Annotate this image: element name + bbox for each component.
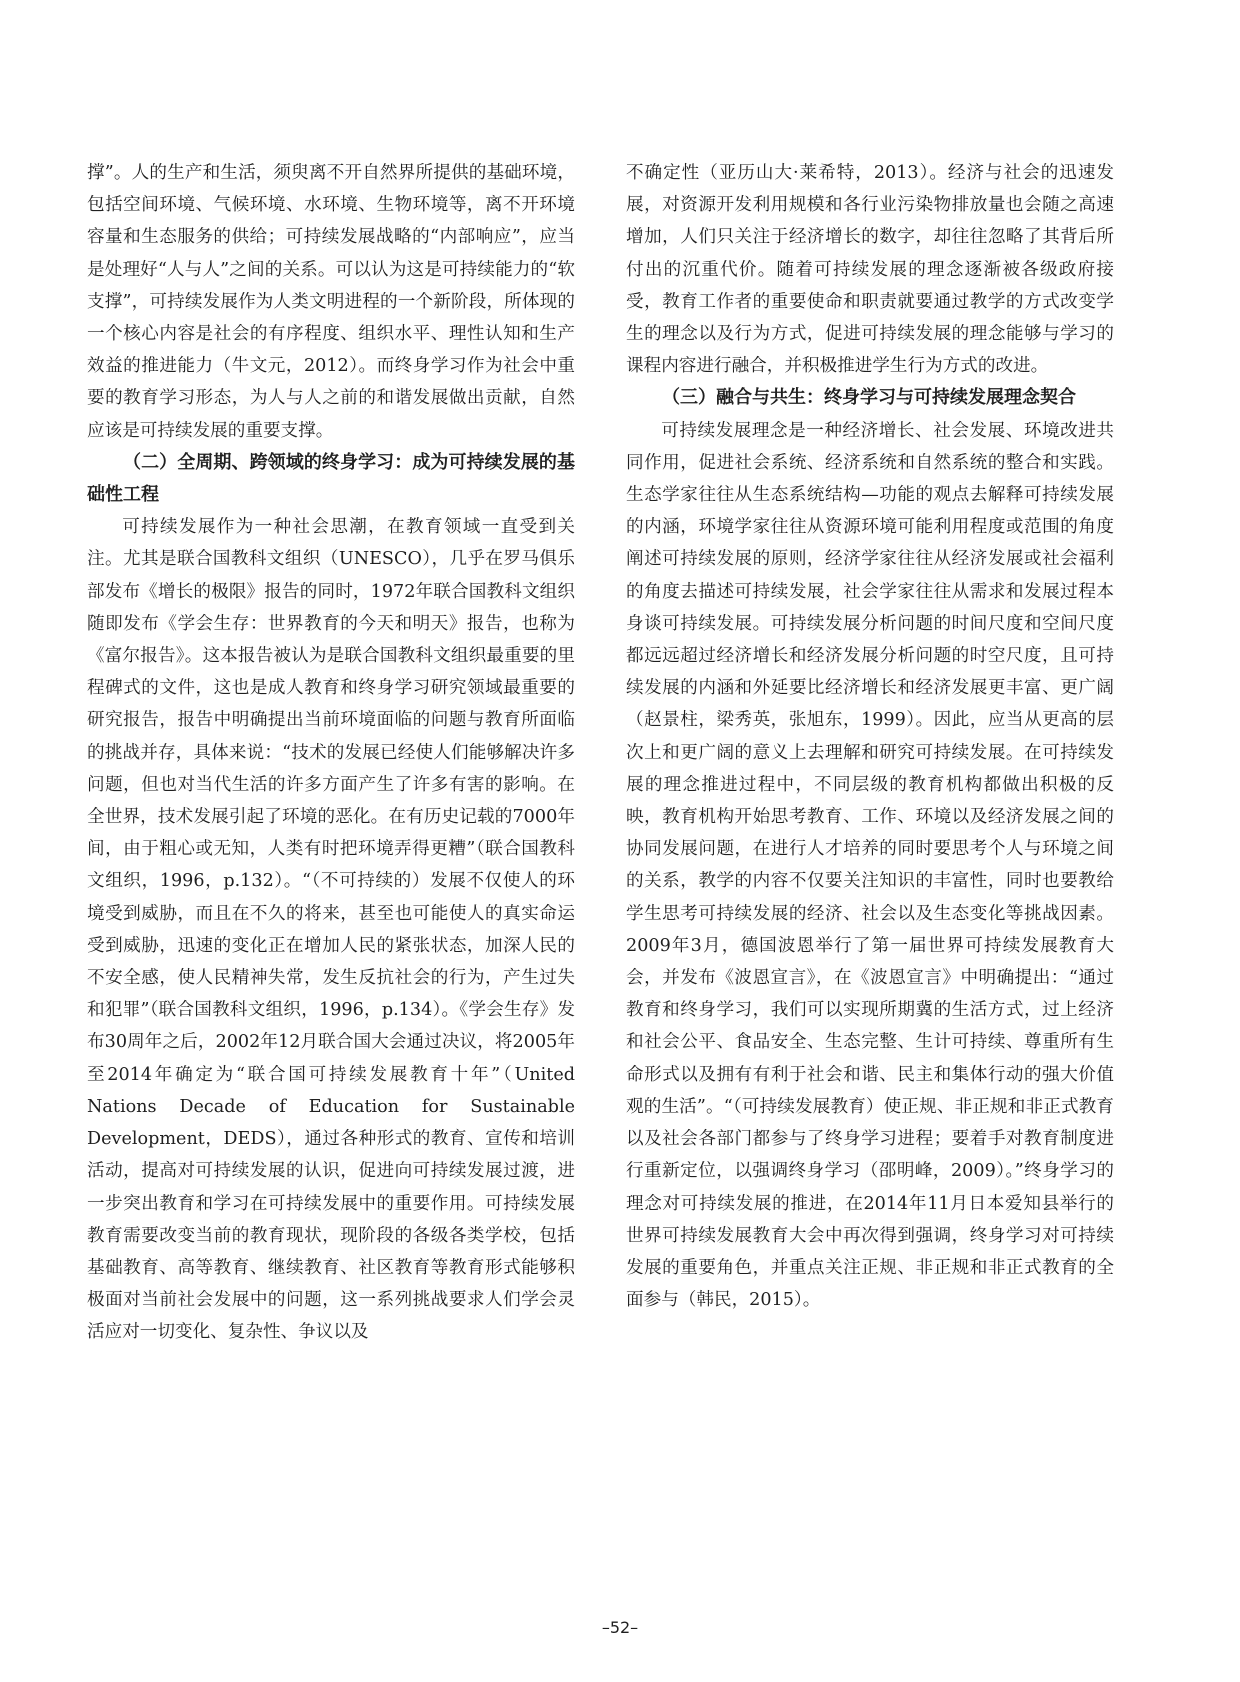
body-paragraph: 撑”。人的生产和生活，须臾离不开自然界所提供的基础环境，包括空间环境、气候环境、水环境、生物环境等，离不开环境容量和生态服务的供给；可持续发展战略的“内部响应”，应当是处理好“人与人”之间的关系。可以认为这是可持续能力的“软支撑”，可持续发展作为人类文明进程的一个新阶段，所体现的一个核心内容是社会的有序程度、组织水平、理性认知和生产效益的推进能力（牛文元，2012）。而终身学习作为社会中重要的教育学习形态，为人与人之前的和谐发展做出贡献，自然应该是可持续发展的重要支撑。 bbox=[87, 163, 575, 441]
section-heading-2: （二）全周期、跨领域的终身学习：成为可持续发展的基础性工程 bbox=[87, 451, 575, 506]
right-column bbox=[626, 157, 1114, 1316]
section-heading-3: （三）融合与共生：终身学习与可持续发展理念契合 bbox=[662, 387, 1076, 409]
left-column bbox=[87, 157, 575, 1349]
body-paragraph: 可持续发展作为一种社会思潮，在教育领域一直受到关注。尤其是联合国教科文组织（UNESCO），几乎在罗马俱乐部发布《增长的极限》报告的同时，1972年联合国教科文组织随即发布《学会生存：世界教育的今天和明天》报告，也称为《富尔报告》。这本报告被认为是联合国教科文组织最重要的里程碑式的文件，这也是成人教育和终身学习研究领域最重要的研究报告，报告中明确提出当前环境面临的问题与教育所面临的挑战并存，具体来说：“技术的发展已经使人们能够解决许多问题，但也对当代生活的许多方面产生了许多有害的影响。在全世界，技术发展引起了环境的恶化。在有历史记载的7000年间，由于粗心或无知，人类有时把环境弄得更糟”（联合国教科文组织，1996，p.132）。“（不可持续的）发展不仅使人的环境受到威胁，而且在不久的将来，甚至也可能使人的真实命运受到威胁，迅速的变化正在增加人民的紧张状态，加深人民的不安全感，使人民精神失常，发生反抗社会的行为，产生过失和犯罪”（联合国教科文组织，1996，p.134）。《学会生存》发布30周年之后，2002年12月联合国大会通过决议，将2005年至2014年确定为“联合国可持续发展教育十年”（United Nations Decade of Education for Sustainable Development，DEDS），通过各种形式的教育、宣传和培训活动，提高对可持续发展的认识，促进向可持续发展过渡，进一步突出教育和学习在可持续发展中的重要作用。可持续发展教育需要改变当前的教育现状，现阶段的各级各类学校，包括基础教育、高等教育、继续教育、社区教育等教育形式能够积极面对当前社会发展中的问题，这一系列挑战要求人们学会灵活应对一切变化、复杂性、争议以及 bbox=[87, 517, 575, 1343]
page-number: –52– bbox=[601, 1618, 639, 1637]
body-paragraph: 可持续发展理念是一种经济增长、社会发展、环境改进共同作用，促进社会系统、经济系统和自然系统的整合和实践。生态学家往往从生态系统结构—功能的观点去解释可持续发展的内涵，环境学家往往从资源环境可能利用程度或范围的角度阐述可持续发展的原则，经济学家往往从经济发展或社会福利的角度去描述可持续发展，社会学家往往从需求和发展过程本身谈可持续发展。可持续发展分析问题的时间尺度和空间尺度都远远超过经济增长和经济发展分析问题的时空尺度，且可持续发展的内涵和外延要比经济增长和经济发展更丰富、更广阔（赵景柱，梁秀英，张旭东，1999）。因此，应当从更高的层次上和更广阔的意义上去理解和研究可持续发展。在可持续发展的理念推进过程中，不同层级的教育机构都做出积极的反映，教育机构开始思考教育、工作、环境以及经济发展之间的协同发展问题，在进行人才培养的同时要思考个人与环境之间的关系，教学的内容不仅要关注知识的丰富性，同时也要教给学生思考可持续发展的经济、社会以及生态变化等挑战因素。2009年3月，德国波恩举行了第一届世界可持续发展教育大会，并发布《波恩宣言》，在《波恩宣言》中明确提出：“通过教育和终身学习，我们可以实现所期冀的生活方式，过上经济和社会公平、食品安全、生态完整、生计可持续、尊重所有生命形式以及拥有有利于社会和谐、民主和集体行动的强大价值观的生活”。“（可持续发展教育）使正规、非正规和非正式教育以及社会各部门都参与了终身学习进程；要着手对教育制度进行重新定位，以强调终身学习（邵明峰，2009）。”终身学习的理念对可持续发展的推进，在2014年11月日本爱知县举行的世界可持续发展教育大会中再次得到强调，终身学习对可持续发展的重要角色，并重点关注正规、非正规和非正式教育的全面参与（韩民，2015）。 bbox=[626, 420, 1114, 1311]
body-paragraph: 不确定性（亚历山大·莱希特，2013）。经济与社会的迅速发展，对资源开发利用规模和各行业污染物排放量也会随之高速增加，人们只关注于经济增长的数字，却往往忽略了其背后所付出的沉重代价。随着可持续发展的理念逐渐被各级政府接受，教育工作者的重要使命和职责就要通过教学的方式改变学生的理念以及行为方式，促进可持续发展的理念能够与学习的课程内容进行融合，并积极推进学生行为方式的改进。 bbox=[626, 163, 1114, 377]
